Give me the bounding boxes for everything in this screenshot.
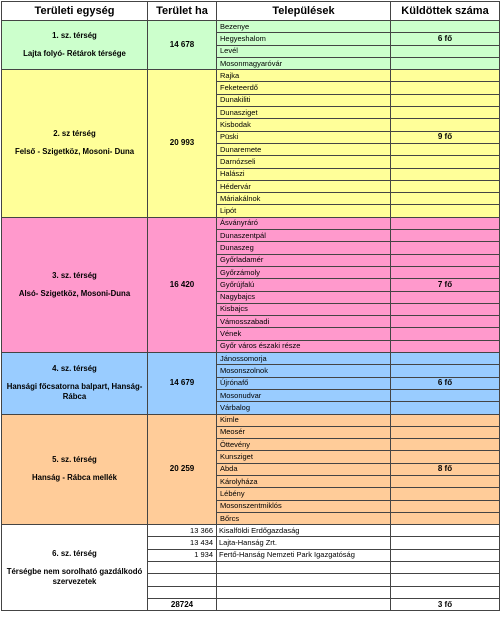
- delegates-cell: [391, 389, 500, 401]
- delegates-cell: 7 fő: [391, 279, 500, 291]
- region-number: 4. sz. térség: [52, 364, 97, 374]
- region-name: Hanság - Rábca mellék: [32, 473, 117, 483]
- settlement-cell: Lébény: [217, 488, 391, 500]
- org-area: [148, 574, 217, 586]
- settlement-cell: Bőrcs: [217, 512, 391, 524]
- table-row: [2, 217, 500, 229]
- settlement-cell: Hegyeshalom: [217, 33, 391, 45]
- table-row: [2, 70, 500, 82]
- org-area: 13 434: [148, 537, 217, 549]
- delegates-cell: [391, 291, 500, 303]
- region-number: 1. sz. térség: [52, 31, 97, 41]
- delegates-cell: [391, 586, 500, 598]
- delegates-cell: [391, 549, 500, 561]
- delegates-cell: [391, 353, 500, 365]
- settlement-cell: Dunakiliti: [217, 94, 391, 106]
- settlement-cell: Győrzámoly: [217, 266, 391, 278]
- delegates-cell: [391, 82, 500, 94]
- delegates-cell: [391, 500, 500, 512]
- delegates-cell: [391, 57, 500, 69]
- org-name: Fertő-Hanság Nemzeti Park Igazgatóság: [217, 549, 391, 561]
- settlement-cell: Károlyháza: [217, 475, 391, 487]
- delegates-cell: [391, 537, 500, 549]
- delegates-cell: [391, 574, 500, 586]
- region-area: 20 993: [148, 70, 217, 218]
- settlement-cell: Kisbajcs: [217, 303, 391, 315]
- delegates-cell: [391, 414, 500, 426]
- settlement-cell: Kimle: [217, 414, 391, 426]
- region-unit-cell: [2, 217, 148, 352]
- delegates-cell: [391, 439, 500, 451]
- settlement-cell: Abda: [217, 463, 391, 475]
- delegates-cell: 6 fő: [391, 33, 500, 45]
- delegates-cell: [391, 156, 500, 168]
- settlement-cell: Vámosszabadi: [217, 316, 391, 328]
- delegates-cell: [391, 303, 500, 315]
- region-name: Felső - Szigetköz, Mosoni- Duna: [14, 147, 135, 157]
- delegates-cell: [391, 21, 500, 33]
- org-name: [217, 562, 391, 574]
- spacer: [6, 281, 143, 289]
- delegates-cell: [391, 119, 500, 131]
- org-name: Kisalföldi Erdőgazdaság: [217, 525, 391, 537]
- spacer: [6, 41, 143, 49]
- delegates-cell: [391, 365, 500, 377]
- table-row: [2, 353, 500, 365]
- settlement-cell: Kisbodak: [217, 119, 391, 131]
- settlement-cell: Öttevény: [217, 439, 391, 451]
- delegates-cell: [391, 525, 500, 537]
- delegates-cell: 9 fő: [391, 131, 500, 143]
- region-unit-cell: [2, 70, 148, 218]
- settlement-cell: Győr város északi része: [217, 340, 391, 352]
- delegates-cell: [391, 168, 500, 180]
- settlement-cell: Meosér: [217, 426, 391, 438]
- settlement-cell: Hédervár: [217, 180, 391, 192]
- region-name: Lajta folyó- Rétárok térsége: [23, 49, 126, 59]
- delegates-cell: [391, 180, 500, 192]
- settlement-cell: Máriakálnok: [217, 193, 391, 205]
- region-area: 14 679: [148, 353, 217, 414]
- delegates-cell: [391, 107, 500, 119]
- org-name: [217, 598, 391, 610]
- spacer: [6, 374, 143, 382]
- region-name: Alsó- Szigetköz, Mosoni-Duna: [18, 288, 131, 298]
- region-name: Hansági főcsatorna balpart, Hanság- Rábca: [6, 382, 143, 402]
- settlement-cell: Darnózseli: [217, 156, 391, 168]
- delegates-cell: 6 fő: [391, 377, 500, 389]
- delegates-cell: [391, 94, 500, 106]
- settlement-cell: Vének: [217, 328, 391, 340]
- region-area: 16 420: [148, 217, 217, 352]
- region-unit-cell: [2, 21, 148, 70]
- settlement-cell: Rajka: [217, 70, 391, 82]
- org-area: [148, 586, 217, 598]
- region-number: 2. sz térség: [53, 129, 96, 139]
- delegates-cell: [391, 266, 500, 278]
- header-row: [2, 2, 500, 21]
- settlement-cell: Győrladamér: [217, 254, 391, 266]
- delegates-cell: [391, 242, 500, 254]
- org-area: [148, 562, 217, 574]
- delegates-cell: [391, 328, 500, 340]
- settlement-cell: Dunaremete: [217, 143, 391, 155]
- table-row: [2, 414, 500, 426]
- settlement-cell: Dunaszeg: [217, 242, 391, 254]
- delegates-cell: [391, 193, 500, 205]
- settlement-cell: Várbalog: [217, 402, 391, 414]
- settlement-cell: Dunasziget: [217, 107, 391, 119]
- spacer: [6, 139, 143, 147]
- header-delegates: Küldöttek száma: [391, 2, 500, 21]
- delegates-cell: [391, 316, 500, 328]
- region-area: 14 678: [148, 21, 217, 70]
- delegates-cell: [391, 488, 500, 500]
- region-unit-cell: [2, 353, 148, 414]
- delegates-cell: [391, 45, 500, 57]
- org-area: 13 366: [148, 525, 217, 537]
- delegates-cell: [391, 562, 500, 574]
- settlement-cell: Nagybajcs: [217, 291, 391, 303]
- settlement-cell: Kunsziget: [217, 451, 391, 463]
- settlement-cell: Bezenye: [217, 21, 391, 33]
- delegates-cell: [391, 475, 500, 487]
- delegates-cell: 3 fő: [391, 598, 500, 610]
- settlement-cell: Püski: [217, 131, 391, 143]
- delegates-cell: [391, 217, 500, 229]
- region-unit-cell: [2, 414, 148, 525]
- region-number: 5. sz. térség: [52, 455, 97, 465]
- settlement-cell: Jánossomorja: [217, 353, 391, 365]
- delegates-cell: [391, 426, 500, 438]
- delegates-table: [1, 1, 500, 611]
- delegates-cell: [391, 230, 500, 242]
- region-number: 6. sz. térség: [52, 548, 97, 558]
- settlement-cell: Dunaszentpál: [217, 230, 391, 242]
- region-unit-cell: [2, 525, 148, 611]
- settlement-cell: Újrónafő: [217, 377, 391, 389]
- settlement-cell: Mosonudvar: [217, 389, 391, 401]
- region-name: Térségbe nem sorolható gazdálkodó szervezetek: [6, 566, 143, 586]
- region-area: 20 259: [148, 414, 217, 525]
- delegates-cell: [391, 451, 500, 463]
- delegates-cell: [391, 340, 500, 352]
- delegates-cell: [391, 205, 500, 217]
- settlement-cell: Mosonmagyaróvár: [217, 57, 391, 69]
- delegates-cell: [391, 143, 500, 155]
- spacer: [6, 559, 143, 567]
- org-name: [217, 586, 391, 598]
- settlement-cell: Mosonszentmiklós: [217, 500, 391, 512]
- settlement-cell: Győrújfalú: [217, 279, 391, 291]
- header-area: Terület ha: [148, 2, 217, 21]
- settlement-cell: Lipót: [217, 205, 391, 217]
- org-area: 1 934: [148, 549, 217, 561]
- header-settlements: Települések: [217, 2, 391, 21]
- settlement-cell: Levél: [217, 45, 391, 57]
- table-row: [2, 525, 500, 537]
- delegates-cell: [391, 402, 500, 414]
- delegates-cell: [391, 512, 500, 524]
- header-unit: Területi egység: [2, 2, 148, 21]
- settlement-cell: Ásványráró: [217, 217, 391, 229]
- region-number: 3. sz. térség: [52, 270, 97, 280]
- settlement-cell: Mosonszolnok: [217, 365, 391, 377]
- total-area: 28724: [148, 598, 217, 610]
- org-name: [217, 574, 391, 586]
- org-name: Lajta-Hanság Zrt.: [217, 537, 391, 549]
- table-row: [2, 21, 500, 33]
- settlement-cell: Feketeerdő: [217, 82, 391, 94]
- settlement-cell: Halászi: [217, 168, 391, 180]
- delegates-cell: [391, 254, 500, 266]
- delegates-cell: 8 fő: [391, 463, 500, 475]
- delegates-cell: [391, 70, 500, 82]
- table-body: [2, 21, 500, 611]
- spacer: [6, 465, 143, 473]
